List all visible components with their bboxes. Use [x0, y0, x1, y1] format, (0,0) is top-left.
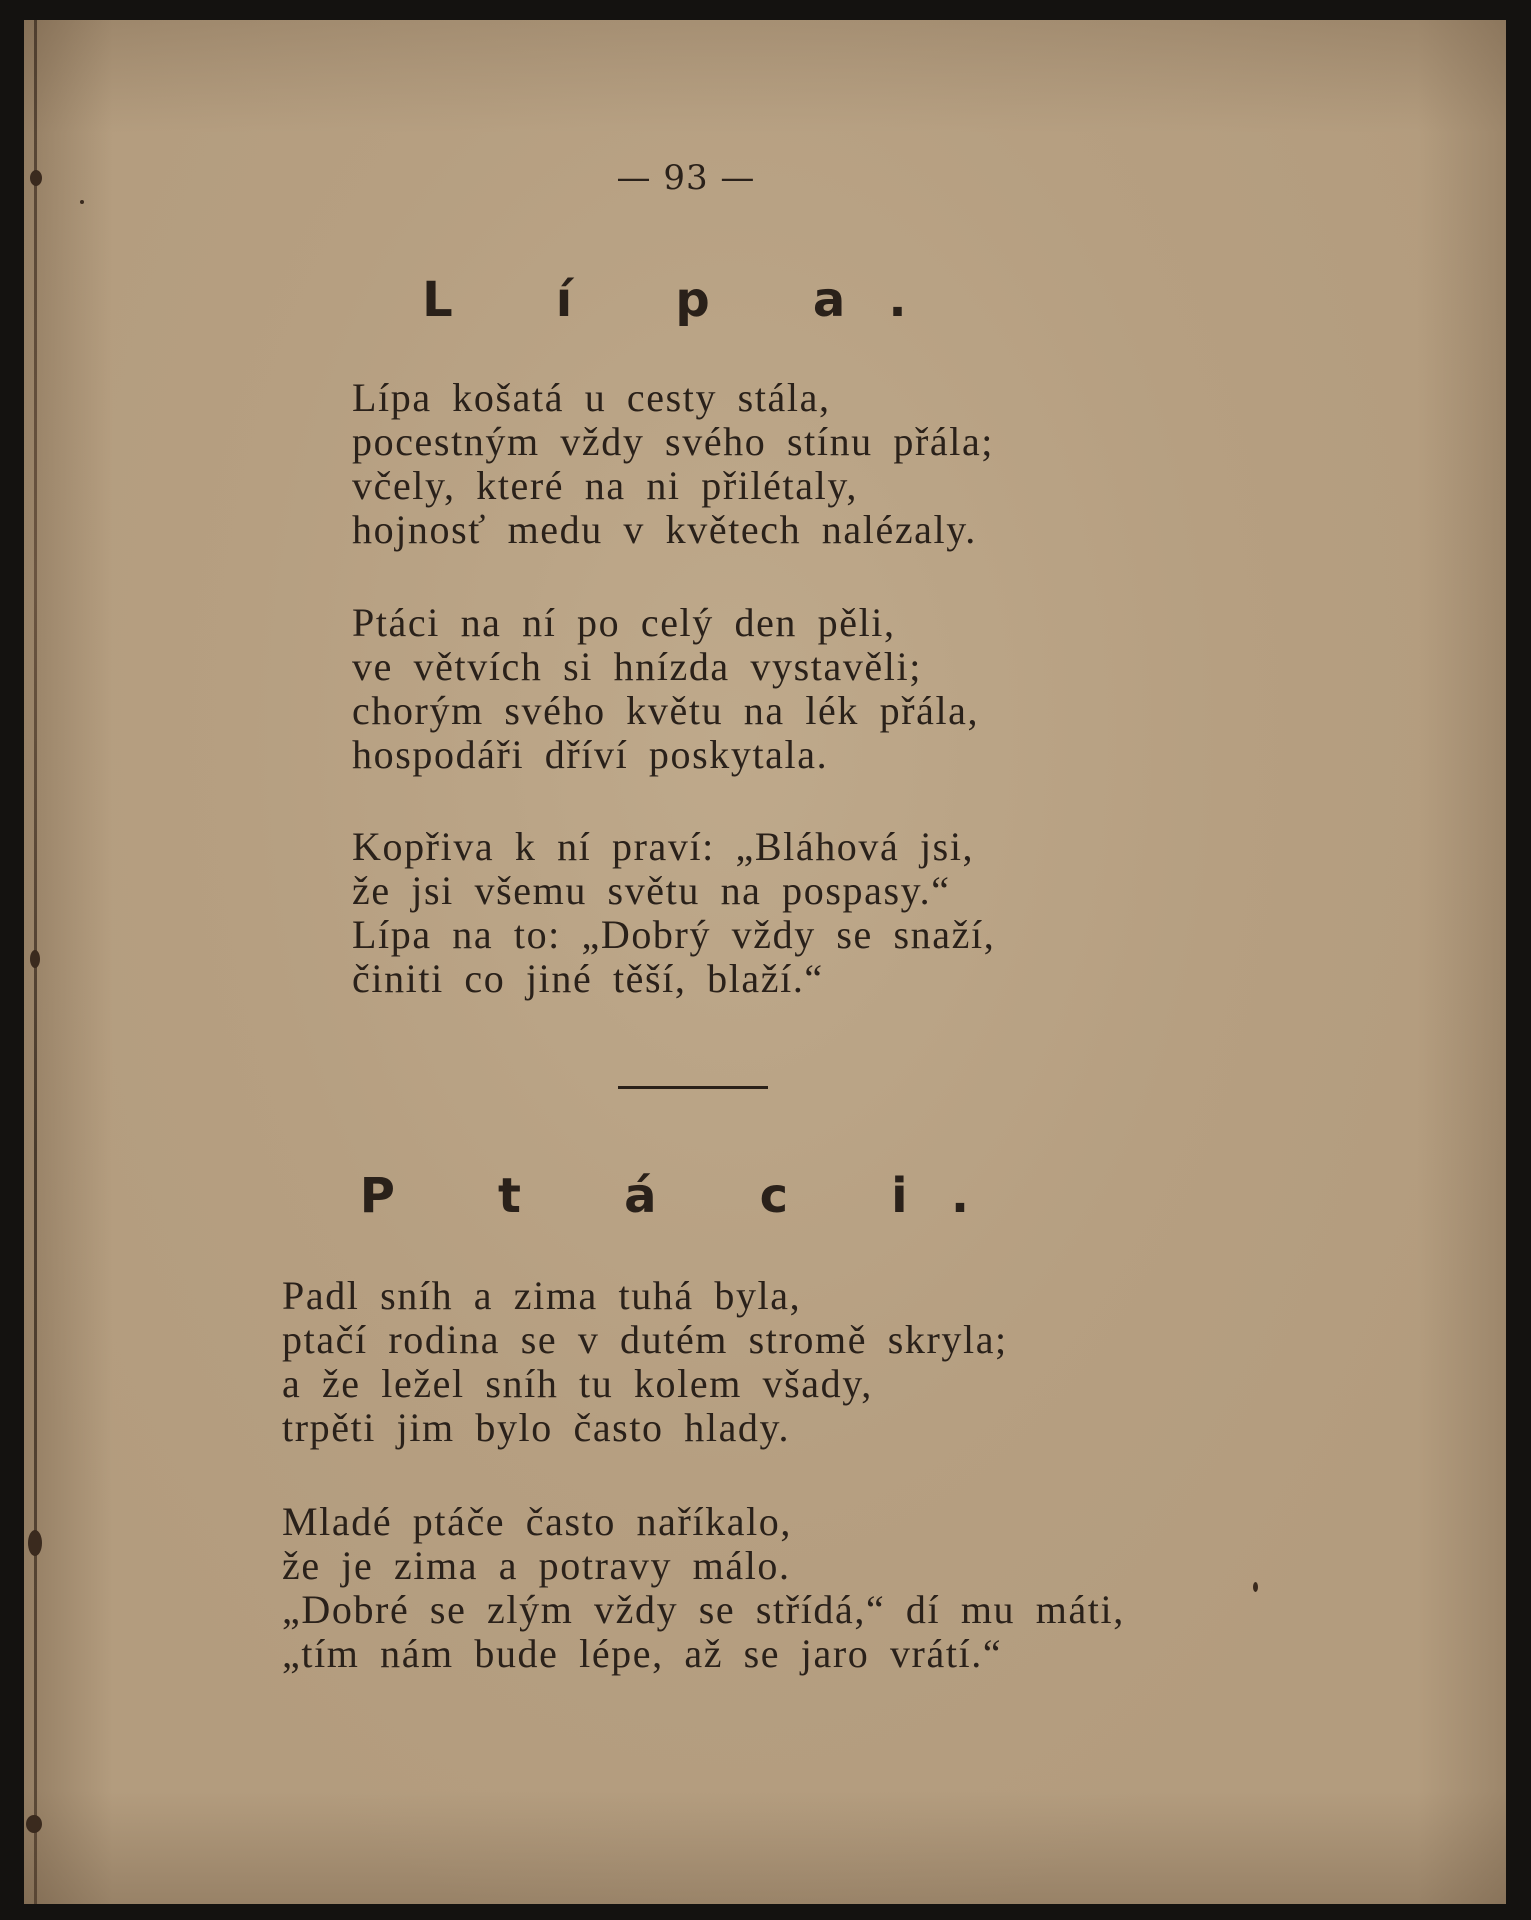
ink-speck	[1253, 1582, 1258, 1592]
poem-stanza	[352, 601, 979, 777]
poem-title-ptaci: P t á c i.	[359, 1168, 1013, 1224]
verse-line: Padl sníh a zima tuhá byla,	[282, 1273, 802, 1318]
poem-title-lipa: L í p a.	[422, 272, 950, 328]
verse-line: pocestným vždy svého stínu přála;	[352, 419, 995, 464]
verse-line: Ptáci na ní po celý den pěli,	[352, 600, 896, 645]
page-number: — 93 —	[616, 158, 756, 198]
ink-speck	[80, 200, 84, 204]
verse-line: hospodáři dříví poskytala.	[352, 732, 829, 777]
verse-line: chorým svého květu na lék přála,	[352, 688, 980, 733]
ink-speck	[30, 950, 40, 968]
verse-line: že je zima a potravy málo.	[282, 1543, 791, 1588]
verse-line: včely, které na ni přilétaly,	[352, 463, 858, 508]
verse-line: činiti co jiné těší, blaží.“	[352, 956, 824, 1001]
verse-line: a že ležel sníh tu kolem všady,	[282, 1361, 873, 1406]
verse-line: ve větvích si hnízda vystavěli;	[352, 644, 922, 689]
verse-line: „tím nám bude lépe, až se jaro vrátí.“	[282, 1631, 1003, 1676]
verse-line: že jsi všemu světu na pospasy.“	[352, 868, 951, 913]
poem-stanza	[352, 825, 995, 1001]
verse-line: Lípa košatá u cesty stála,	[352, 375, 831, 420]
verse-line: Mladé ptáče často naříkalo,	[282, 1499, 793, 1544]
poem-stanza	[282, 1500, 1125, 1676]
ink-speck	[28, 1530, 42, 1556]
verse-line: hojnosť medu v květech nalézaly.	[352, 507, 977, 552]
verse-line: „Dobré se zlým vždy se střídá,“ dí mu máti,	[282, 1587, 1125, 1632]
ink-speck	[26, 1815, 42, 1833]
verse-line: Lípa na to: „Dobrý vždy se snaží,	[352, 912, 996, 957]
poem-stanza	[282, 1274, 1008, 1450]
poem-stanza	[352, 376, 994, 552]
verse-line: Kopřiva k ní praví: „Bláhová jsi,	[352, 824, 975, 869]
section-divider	[618, 1086, 768, 1089]
verse-line: ptačí rodina se v dutém stromě skryla;	[282, 1317, 1008, 1362]
verse-line: trpěti jim bylo často hlady.	[282, 1405, 791, 1450]
